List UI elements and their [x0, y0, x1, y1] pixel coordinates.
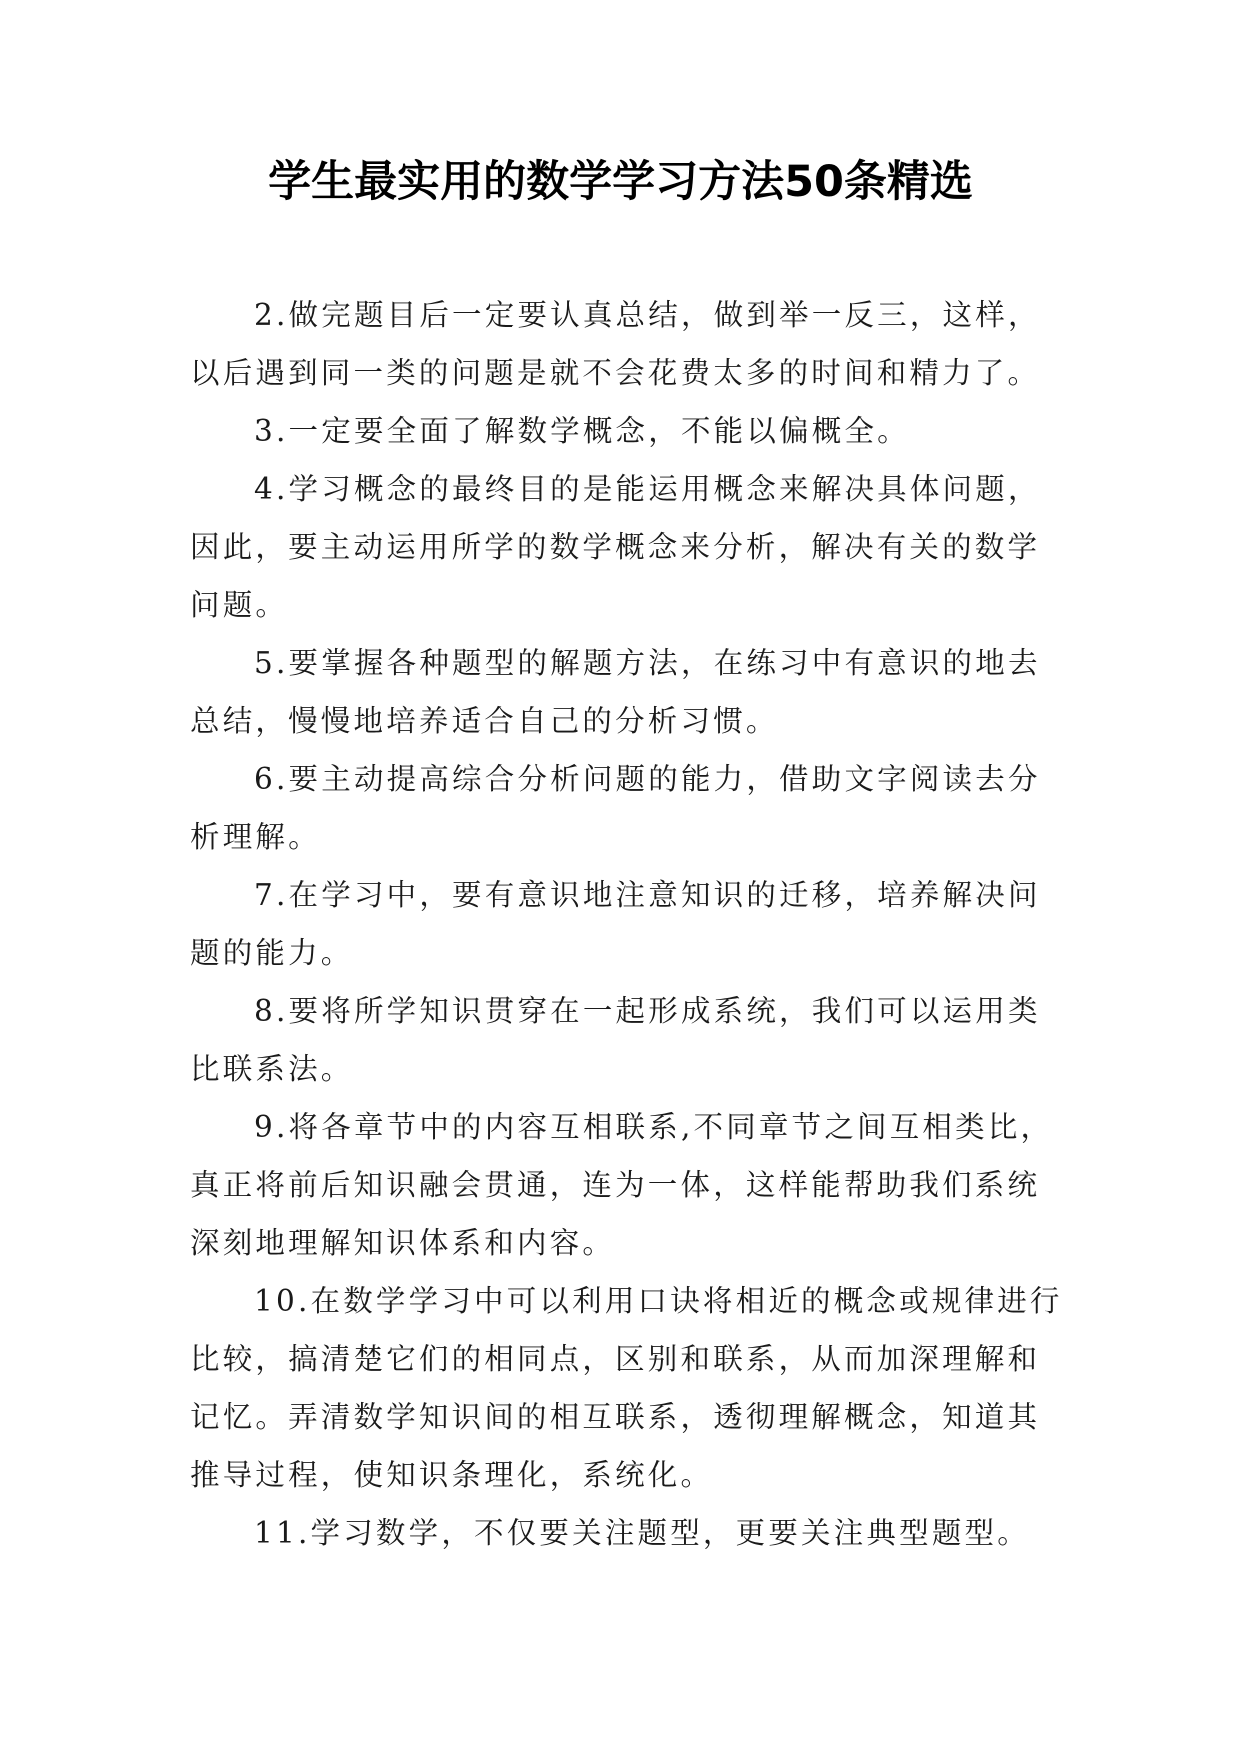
- paragraph-tip-10: 10.在数学学习中可以利用口诀将相近的概念或规律进行比较，搞清楚它们的相同点，区别和联系，从而加深理解和记忆。弄清数学知识间的相互联系，透彻理解概念，知道其推导过程，使知识条理化，系统化。: [190, 1284, 1063, 1492]
- document-title: 学生最实用的数学学习方法50条精选: [268, 157, 973, 207]
- paragraph-tip-3: 3.一定要全面了解数学概念，不能以偏概全。: [254, 414, 910, 448]
- document-body: [190, 286, 1070, 1562]
- paragraph-tip-6: 6.要主动提高综合分析问题的能力，借助文字阅读去分析理解。: [190, 762, 1041, 854]
- paragraph-tip-11: 11.学习数学，不仅要关注题型，更要关注典型题型。: [254, 1516, 1030, 1550]
- paragraph-tip-7: 7.在学习中，要有意识地注意知识的迁移，培养解决问题的能力。: [190, 878, 1041, 970]
- paragraph-tip-9: 9.将各章节中的内容互相联系,不同章节之间互相类比，真正将前后知识融会贯通，连为一体，这样能帮助我们系统深刻地理解知识体系和内容。: [190, 1110, 1054, 1260]
- paragraph-tip-2: 2.做完题目后一定要认真总结，做到举一反三，这样，以后遇到同一类的问题是就不会花费太多的时间和精力了。: [190, 298, 1041, 390]
- paragraph-tip-8: 8.要将所学知识贯穿在一起形成系统，我们可以运用类比联系法。: [190, 994, 1041, 1086]
- paragraph-tip-5: 5.要掌握各种题型的解题方法，在练习中有意识的地去总结，慢慢地培养适合自己的分析习惯。: [190, 646, 1041, 738]
- paragraph-tip-4: 4.学习概念的最终目的是能运用概念来解决具体问题，因此，要主动运用所学的数学概念来分析，解决有关的数学问题。: [190, 472, 1041, 622]
